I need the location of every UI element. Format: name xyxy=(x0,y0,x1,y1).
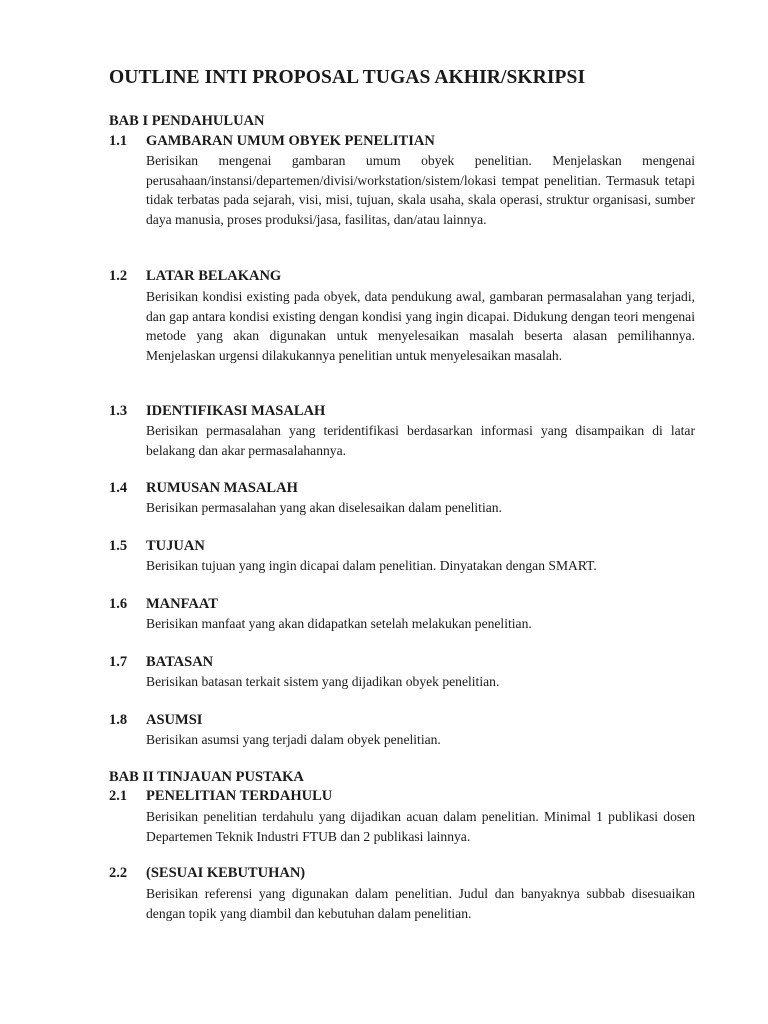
section-heading-1-1 xyxy=(109,133,435,150)
section-title: (SESUAI KEBUTUHAN) xyxy=(146,865,306,881)
section-heading-1-4 xyxy=(109,480,298,497)
section-number: 1.3 xyxy=(109,403,128,419)
section-heading-1-6 xyxy=(109,596,218,613)
section-title: LATAR BELAKANG xyxy=(146,268,282,284)
section-number: 1.2 xyxy=(109,268,128,284)
section-body-1-1: Berisikan mengenai gambaran umum obyek penelitian. Menjelaskan mengenai perusahaan/instansi/departemen/divisi/workstation/sistem/lokasi tempat penelitian. Termasuk tetapi tidak terbatas pada sejarah, visi, misi, tujuan, skala usaha, skala operasi, struktur organisasi, sumber daya manusia, proses produksi/jasa, fasilitas, dan/atau lainnya. xyxy=(146,153,695,227)
section-heading-1-7 xyxy=(109,654,213,671)
section-body-1-2: Berisikan kondisi existing pada obyek, data pendukung awal, gambaran permasalahan yang terjadi, dan gap antara kondisi existing dengan kondisi yang ingin dicapai. Didukung dengan teori mengenai metode yang akan digunakan untuk menyelesaikan masalah beserta alasan pemilihannya. Menjelaskan urgensi dilakukannya penelitian untuk menyelesaikan masalah. xyxy=(146,289,695,363)
section-body-1-8: Berisikan asumsi yang terjadi dalam obyek penelitian. xyxy=(146,732,441,747)
section-body-2-1: Berisikan penelitian terdahulu yang dijadikan acuan dalam penelitian. Minimal 1 publikasi dosen Departemen Teknik Industri FTUB dan 2 publikasi lainnya. xyxy=(146,809,695,844)
section-number: 2.2 xyxy=(109,865,128,881)
section-heading-2-2 xyxy=(109,865,305,882)
chapter-heading-bab-2: BAB II TINJAUAN PUSTAKA xyxy=(109,769,304,785)
section-heading-1-3 xyxy=(109,403,325,420)
section-body-1-3: Berisikan permasalahan yang teridentifikasi berdasarkan informasi yang disampaikan di latar belakang dan akar permasalahannya. xyxy=(146,423,695,458)
document-title: OUTLINE INTI PROPOSAL TUGAS AKHIR/SKRIPSI xyxy=(109,67,586,88)
section-heading-1-5 xyxy=(109,538,205,555)
section-title: GAMBARAN UMUM OBYEK PENELITIAN xyxy=(146,133,435,149)
section-number: 1.6 xyxy=(109,596,128,612)
chapter-heading-bab-1: BAB I PENDAHULUAN xyxy=(109,113,265,129)
section-title: TUJUAN xyxy=(146,538,205,554)
section-number: 2.1 xyxy=(109,788,128,804)
section-body-2-2: Berisikan referensi yang digunakan dalam penelitian. Judul dan banyaknya subbab disesuaikan dengan topik yang diambil dan kebutuhan dalam penelitian. xyxy=(146,886,695,921)
section-heading-1-2 xyxy=(109,268,281,285)
section-number: 1.8 xyxy=(109,712,128,728)
section-body-1-5: Berisikan tujuan yang ingin dicapai dalam penelitian. Dinyatakan dengan SMART. xyxy=(146,558,597,573)
section-body-1-7: Berisikan batasan terkait sistem yang dijadikan obyek penelitian. xyxy=(146,674,500,689)
section-number: 1.1 xyxy=(109,133,128,149)
section-heading-1-8 xyxy=(109,712,202,729)
section-title: MANFAAT xyxy=(146,596,218,612)
section-title: RUMUSAN MASALAH xyxy=(146,480,298,496)
section-title: ASUMSI xyxy=(146,712,203,728)
section-title: IDENTIFIKASI MASALAH xyxy=(146,403,326,419)
section-title: BATASAN xyxy=(146,654,214,670)
section-number: 1.5 xyxy=(109,538,128,554)
section-number: 1.4 xyxy=(109,480,128,496)
section-number: 1.7 xyxy=(109,654,128,670)
section-body-1-6: Berisikan manfaat yang akan didapatkan setelah melakukan penelitian. xyxy=(146,616,532,631)
section-title: PENELITIAN TERDAHULU xyxy=(146,788,333,804)
section-body-1-4: Berisikan permasalahan yang akan diselesaikan dalam penelitian. xyxy=(146,500,502,515)
section-heading-2-1 xyxy=(109,788,332,805)
